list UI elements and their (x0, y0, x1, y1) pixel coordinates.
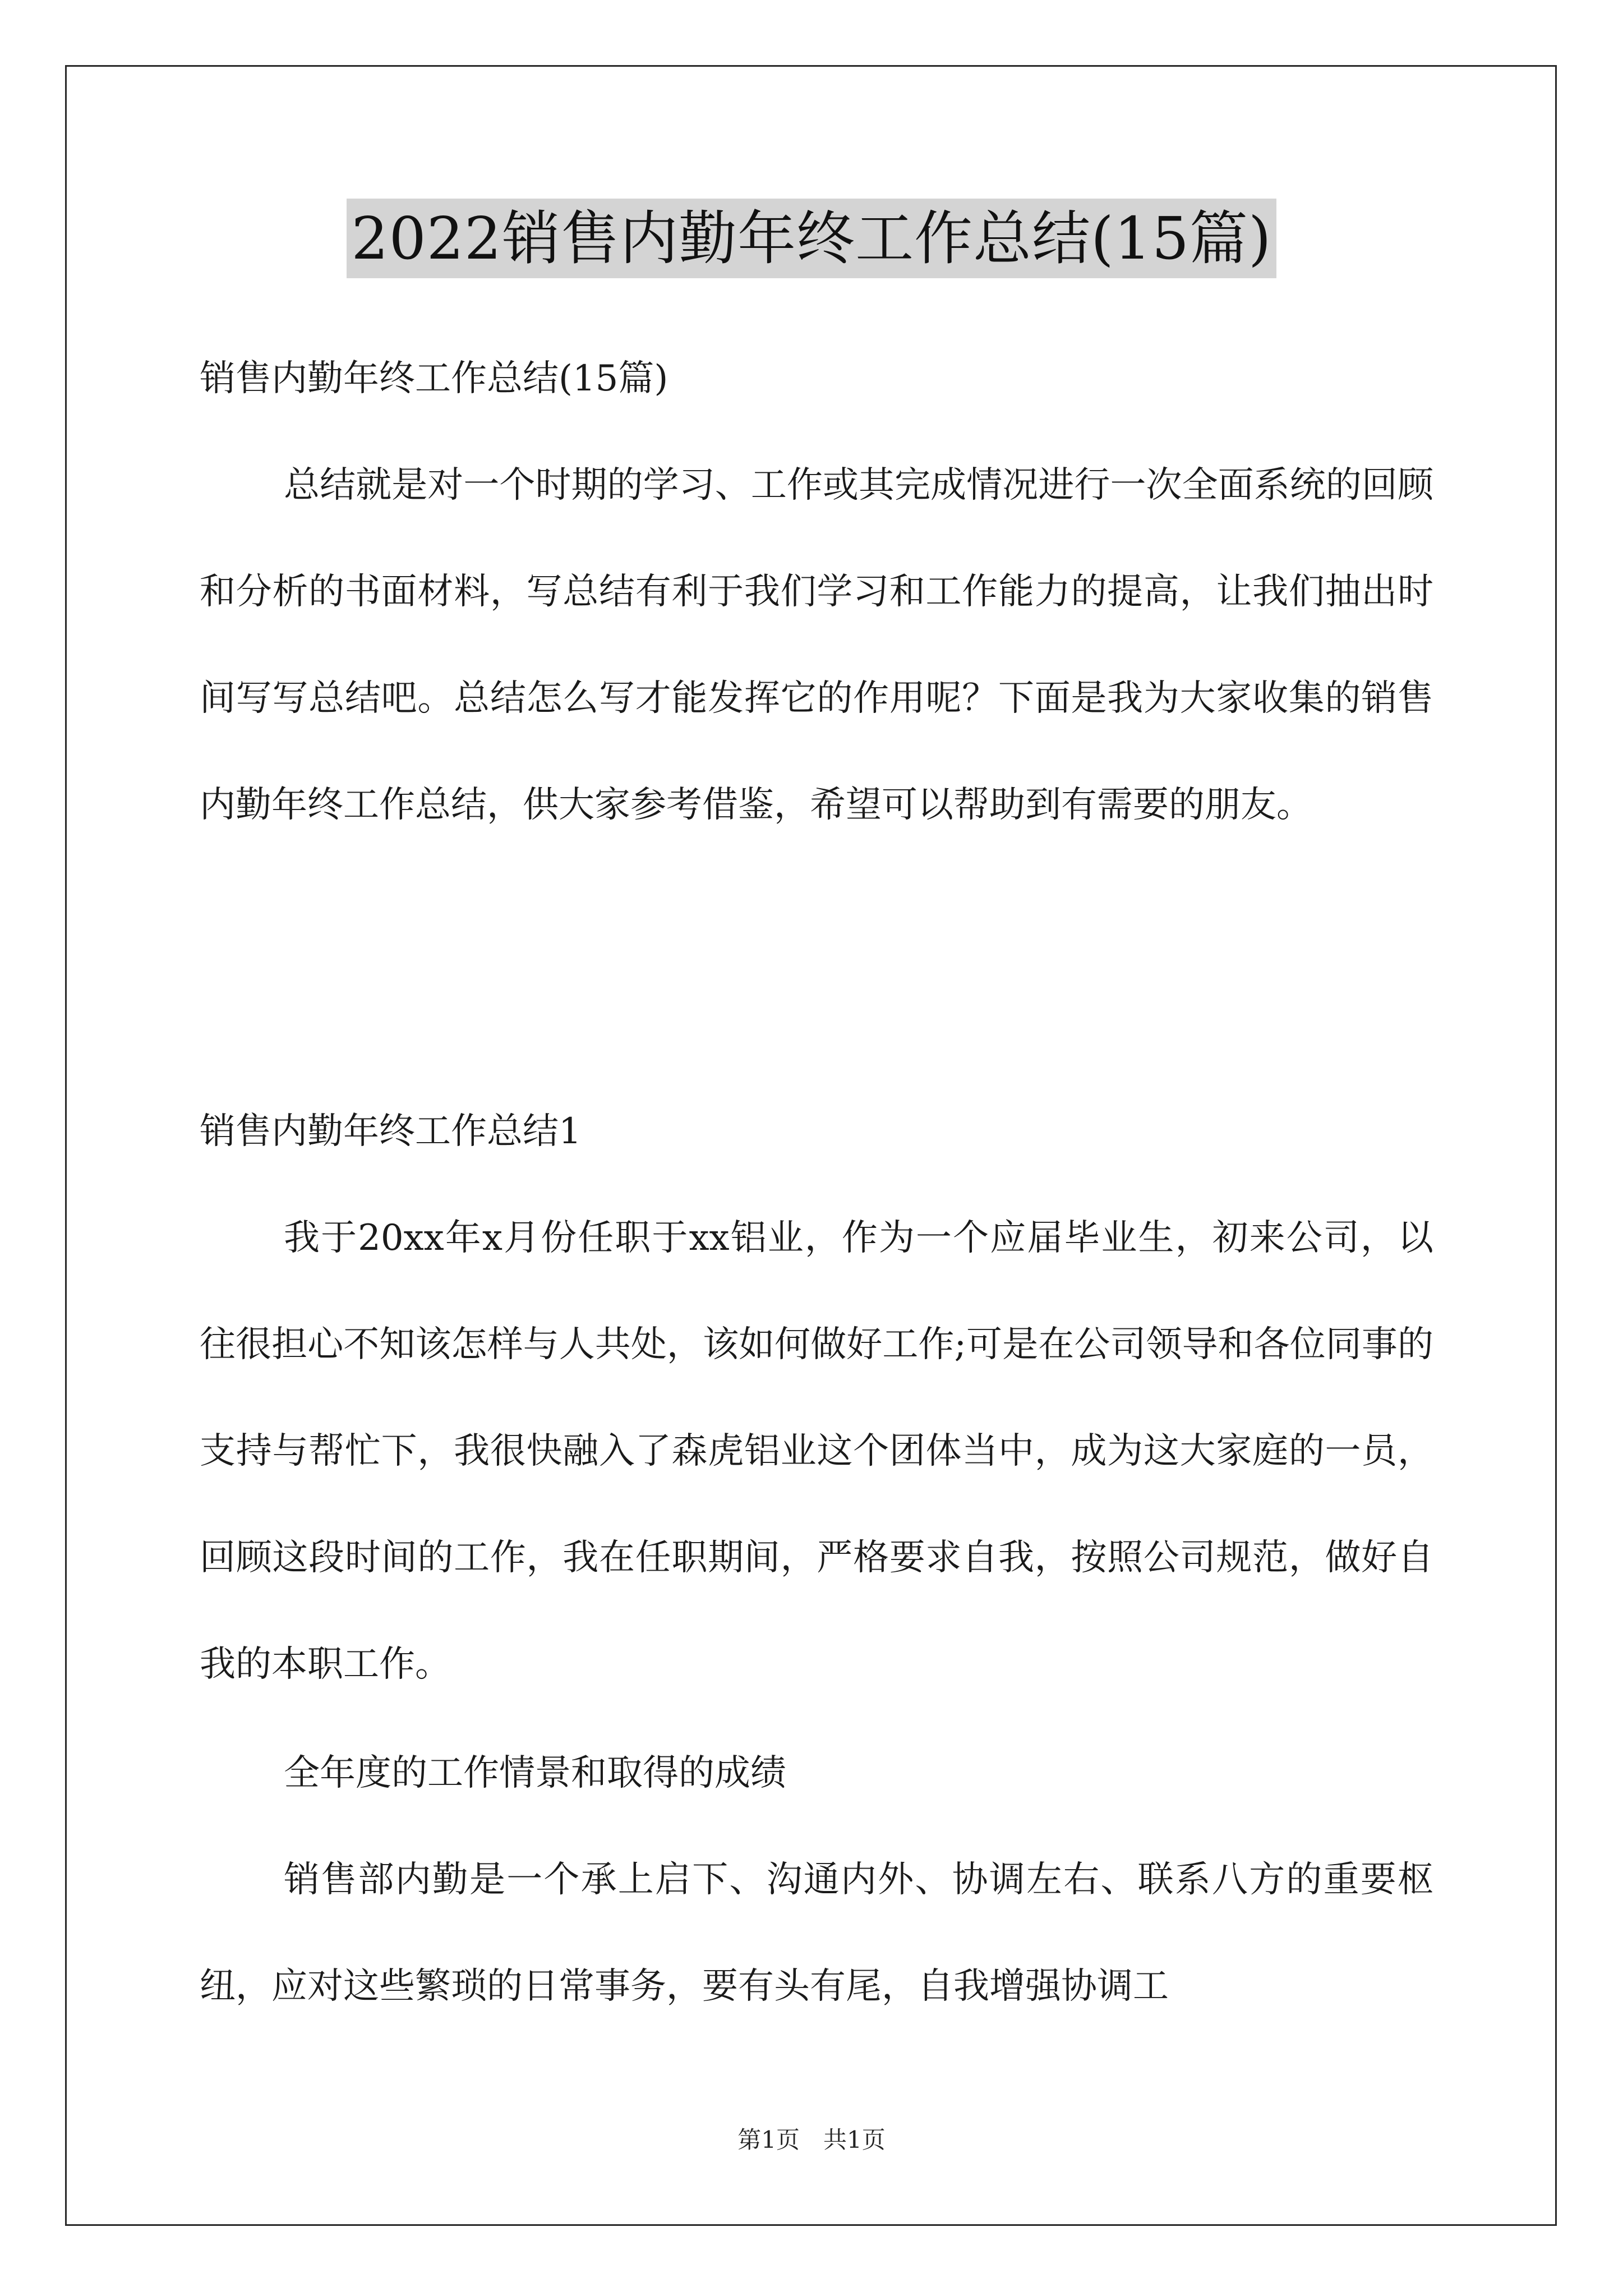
section-1-heading: 销售内勤年终工作总结1 (200, 1111, 582, 1152)
section-1-paragraph-1: 我于20xx年x月份任职于xx铝业，作为一个应届毕业生，初来公司，以往很担心不知该怎样与人共处，该如何做好工作;可是在公司领导和各位同事的支持与帮忙下，我很快融入了森虎铝业这个团体当中，成为这大家庭的一员，回顾这段时间的工作，我在任职期间，严格要求自我，按照公司规范，做好自我的本职工作。 (200, 1217, 1433, 1685)
section-1-paragraph-2: 销售部内勤是一个承上启下、沟通内外、协调左右、联系八方的重要枢纽，应对这些繁琐的日常事务，要有头有尾，自我增强协调工 (200, 1859, 1433, 2007)
document-subtitle: 销售内勤年终工作总结(15篇) (200, 358, 668, 399)
section-1-subheading: 全年度的工作情景和取得的成绩 (284, 1752, 786, 1794)
document-title: 2022销售内勤年终工作总结(15篇) (347, 199, 1276, 278)
title-container (0, 199, 1623, 278)
intro-paragraph: 总结就是对一个时期的学习、工作或其完成情况进行一次全面系统的回顾和分析的书面材料，写总结有利于我们学习和工作能力的提高，让我们抽出时间写写总结吧。总结怎么写才能发挥它的作用呢？下面是我为大家收集的销售内勤年终工作总结，供大家参考借鉴，希望可以帮助到有需要的朋友。 (200, 464, 1433, 826)
page-number: 第1页 共1页 (737, 2126, 886, 2154)
